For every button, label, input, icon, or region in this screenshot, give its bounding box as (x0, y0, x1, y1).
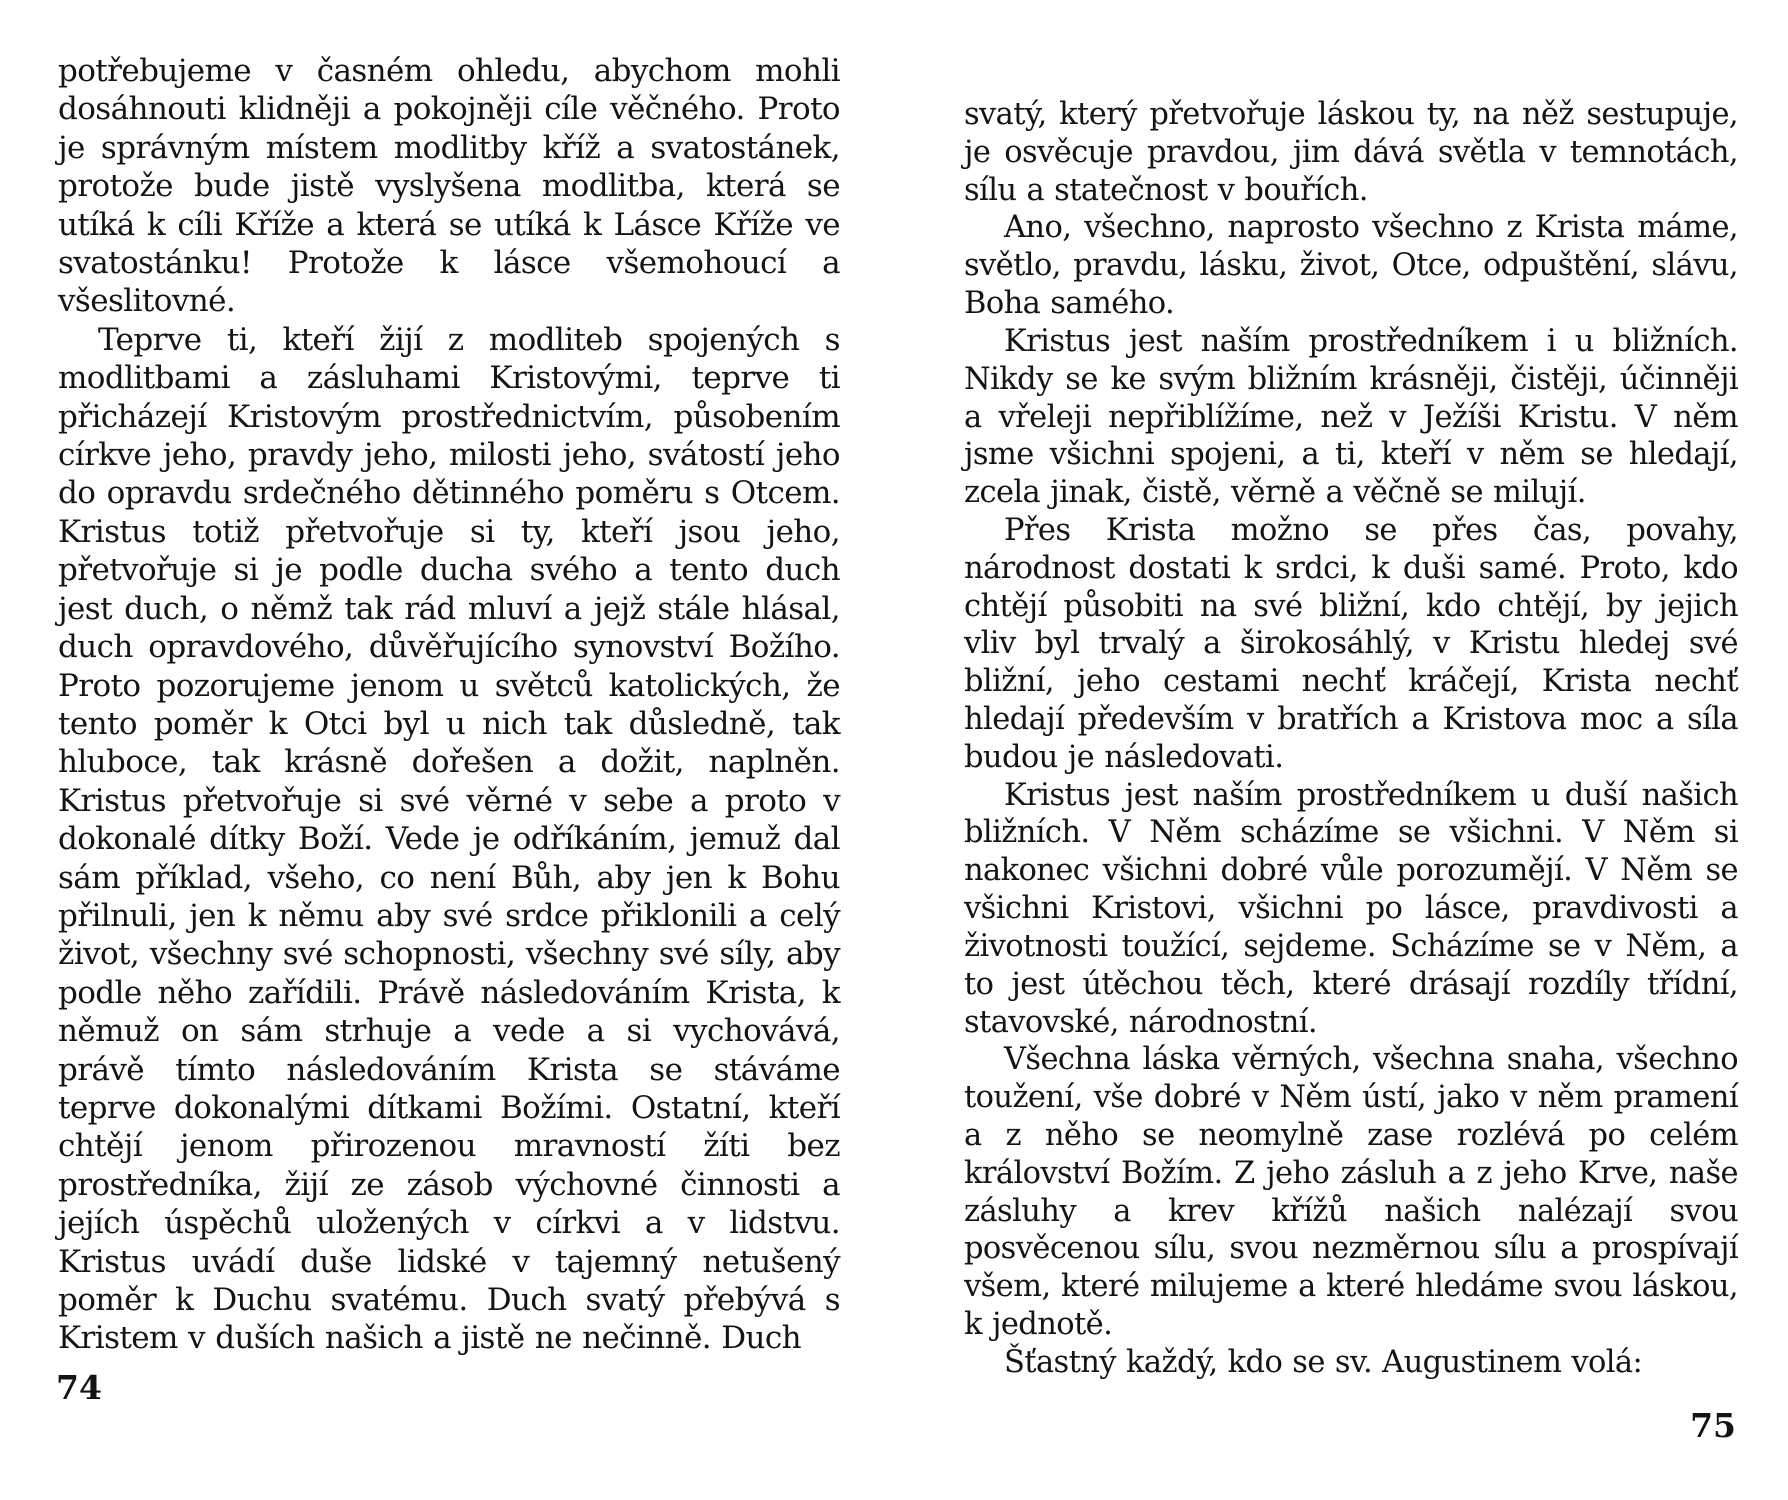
right-page (894, 0, 1788, 1500)
paragraph: Šťastný každý, kdo se sv. Augustinem volá: (1004, 1344, 1643, 1380)
page-number: 74 (56, 1368, 102, 1407)
paragraph: Kristus jest naším prostředníkem i u bližních. Nikdy se ke svým bližním krásněji, čistěji, účinněji a vřeleji nepřiblížíme, než v Ježíši Kristu. V něm jsme všichni spojeni, a ti, kteří v něm se hledají, zcela jinak, čistě, věrně a věčně se milují. (964, 323, 1738, 511)
paragraph: svatý, který přetvořuje láskou ty, na něž sestupuje, je osvěcuje pravdou, jim dává světla v temnotách, sílu a statečnost v bouřích. (964, 97, 1738, 208)
paragraph: Přes Krista možno se přes čas, povahy, národnost dostati k srdci, k duši samé. Proto, kdo chtějí působiti na své bližní, kdo chtějí, by jejich vliv byl trvalý a širokosáhlý, v Kristu hledej své bližní, jeho cestami nechť kráčejí, Krista nechť hledají především v bratřích a Kristova moc a síla budou je následovati. (964, 512, 1738, 775)
paragraph: Teprve ti, kteří žijí z modliteb spojených s modlitbami a zásluhami Kristovými, teprve ti přicházejí Kristovým prostřednictvím, působením církve jeho, pravdy jeho, milosti jeho, svátostí jeho do opravdu srdečného dětinného poměru s Otcem. Kristus totiž přetvořuje si ty, kteří jsou jeho, přetvořuje si je podle ducha svého a tento duch jest duch, o němž tak rád mluví a jejž stále hlásal, duch opravdového, důvěřujícího synovství Božího. Proto pozorujeme jenom u světců katolických, že tento poměr k Otci byl u nich tak důsledně, tak hluboce, tak krásně dořešen a dožit, naplněn. Kristus přetvořuje si své věrné v sebe a proto v dokonalé dítky Boží. Vede je odříkáním, jemuž dal sám příklad, všeho, co není Bůh, aby jen k Bohu přilnuli, jen k němu aby své srdce přiklonili a celý život, všechny své schopnosti, všechny své síly, aby podle něho zařídili. Právě následováním Krista, k němuž on sám strhuje a vede a si vychovává, právě tímto následováním Krista se stáváme teprve dokonalými dítkami Božími. Ostatní, kteří chtějí jenom přirozenou mravností žíti bez prostředníka, žijí ze zásob výchovné činnosti a jejích úspěchů uložených v církvi a v lidstvu. Kristus uvádí duše lidské v tajemný netušený poměr k Duchu svatému. Duch svatý přebývá s Kristem v duších našich a jistě ne nečinně. Duch (58, 321, 840, 1357)
left-page-text (58, 52, 840, 1358)
page-number: 75 (1690, 1406, 1736, 1445)
paragraph: Ano, všechno, naprosto všechno z Krista máme, světlo, pravdu, lásku, život, Otce, odpuštění, slávu, Boha samého. (964, 210, 1738, 322)
paragraph: potřebujeme v časném ohledu, abychom mohli dosáhnouti klidněji a pokojněji cíle věčného. Proto je správným místem modlitby kříž a svatostánek, protože bude jistě vyslyšena modlitba, která se utíká k cíli Kříže a která se utíká k Lásce Kříže ve svatostánku! Protože k lásce všemohoucí a všeslitovné. (58, 53, 840, 320)
right-page-text (964, 96, 1738, 1382)
paragraph: Všechna láska věrných, všechna snaha, všechno toužení, vše dobré v Něm ústí, jako v něm pramení a z něho se neomylně zase rozlévá po celém království Božím. Z jeho zásluh a z jeho Krve, naše zásluhy a krev křížů našich nalézají svou posvěcenou sílu, svou nezměrnou sílu a prospívají všem, které milujeme a které hledáme svou láskou, k jednotě. (964, 1042, 1738, 1342)
paragraph: Kristus jest naším prostředníkem u duší našich bližních. V Něm scházíme se všichni. V Něm si nakonec všichni dobré vůle porozumějí. V Něm se všichni Kristovi, všichni po lásce, pravdivosti a životnosti toužící, sejdeme. Scházíme se v Něm, a to jest útěchou těch, které drásají rozdíly třídní, stavovské, národnostní. (964, 777, 1738, 1040)
